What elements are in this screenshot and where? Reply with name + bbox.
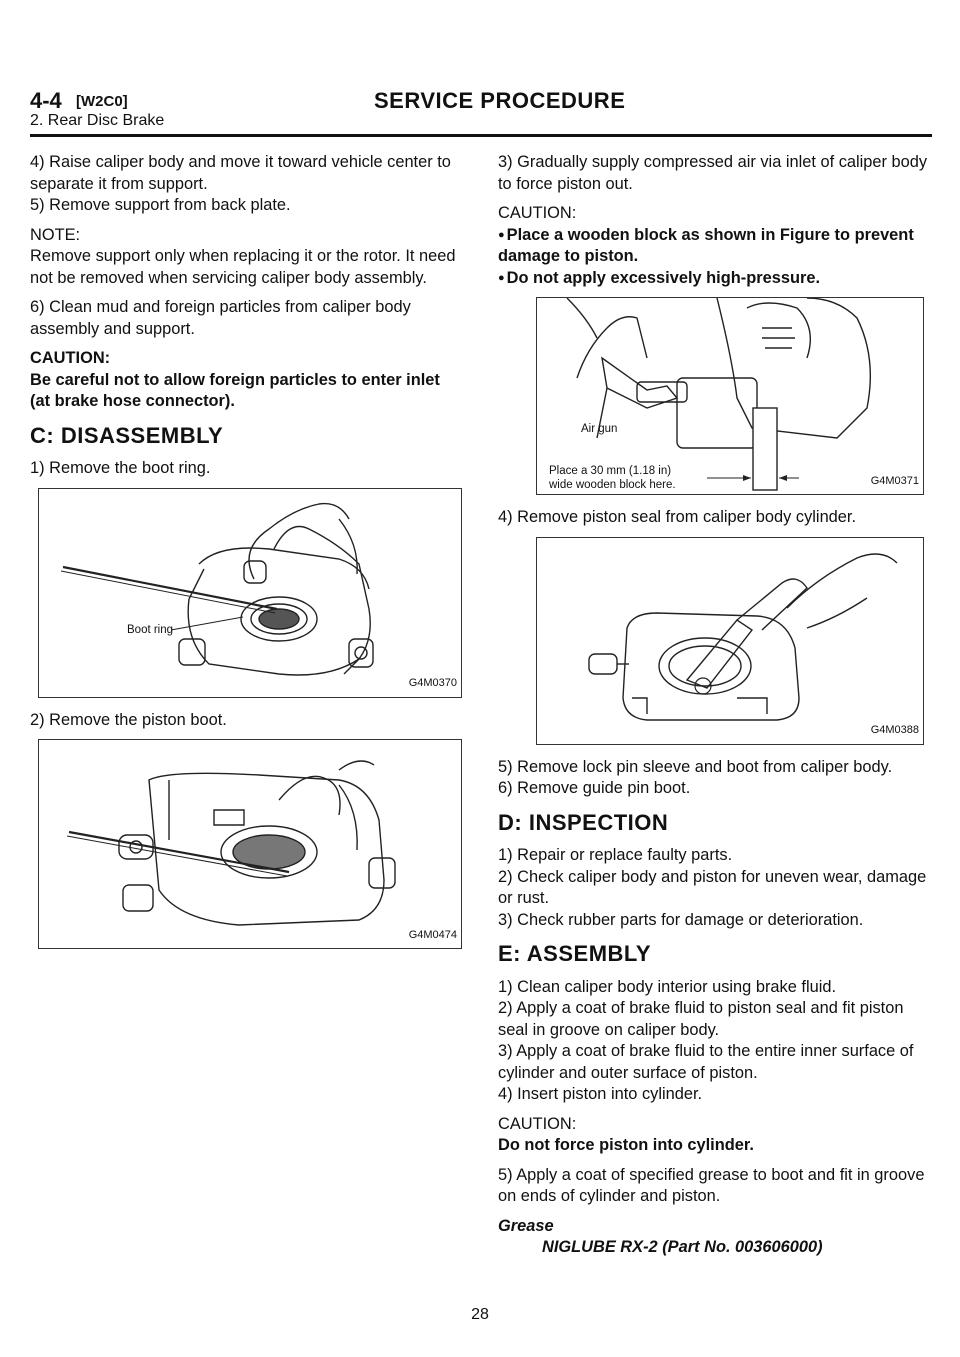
figure-boot-ring: [38, 488, 462, 698]
section-heading-assembly: E: ASSEMBLY: [498, 941, 652, 966]
caution-text: Do not force piston into cylinder.: [498, 1136, 754, 1154]
figure-air-gun: [536, 297, 924, 495]
left-column: [30, 152, 462, 949]
step-text: 6) Remove guide pin boot.: [498, 779, 691, 797]
subsection-title: 2. Rear Disc Brake: [30, 112, 165, 129]
figure-piston-seal: [536, 537, 924, 745]
step-text: 3) Apply a coat of brake fluid to the entire inner surface of cylinder and outer surface of piston.: [498, 1042, 914, 1082]
caliper-boot-ring-illustration: [39, 489, 461, 697]
caliper-piston-boot-illustration: [39, 740, 461, 948]
page-number: 28: [471, 1306, 489, 1323]
grease-value: NIGLUBE RX-2 (Part No. 003606000): [542, 1238, 823, 1256]
label-boot-ring: Boot ring: [127, 623, 174, 636]
step-text: 5) Apply a coat of specified grease to boot and fit in groove on ends of cylinder and piston.: [498, 1165, 925, 1205]
page-title: SERVICE PROCEDURE: [374, 88, 626, 113]
right-column: [498, 152, 930, 1259]
step-text: 5) Remove support from back plate.: [30, 196, 291, 214]
step-text: 4) Remove piston seal from caliper body cylinder.: [498, 508, 857, 526]
section-heading-inspection: D: INSPECTION: [498, 809, 669, 835]
note-label: NOTE:: [30, 225, 81, 244]
figure-code: G4M0371: [870, 474, 919, 487]
step-text: 4) Raise caliper body and move it toward vehicle center to separate it from support.: [30, 153, 451, 193]
grease-label: Grease: [498, 1216, 554, 1235]
step-text: 3) Check rubber parts for damage or deterioration.: [498, 910, 864, 929]
step-text: 5) Remove lock pin sleeve and boot from caliper body.: [498, 757, 893, 776]
caution-text: Be careful not to allow foreign particles to enter inlet (at brake hose connector).: [30, 370, 440, 410]
label-wooden-block-line2: wide wooden block here.: [549, 479, 676, 491]
step-text: 3) Gradually supply compressed air via inlet of caliper body to force piston out.: [498, 153, 928, 193]
step-text: 2) Remove the piston boot.: [30, 710, 227, 729]
label-air-gun: Air gun: [581, 423, 618, 435]
caution-label: CAUTION:: [30, 349, 111, 367]
caution-label: CAUTION:: [498, 1114, 577, 1133]
label-wooden-block-line1: Place a 30 mm (1.18 in): [549, 465, 672, 477]
step-text: 6) Clean mud and foreign particles from caliper body assembly and support.: [30, 298, 411, 338]
page-header: [30, 88, 932, 129]
caution-label: CAUTION:: [498, 204, 577, 222]
step-text: 2) Apply a coat of brake fluid to piston seal and fit piston seal in groove on caliper body.: [498, 999, 904, 1039]
figure-piston-boot: [38, 739, 462, 949]
figure-code: G4M0388: [870, 724, 919, 736]
section-number: 4-4: [30, 88, 62, 113]
section-code: [W2C0]: [76, 93, 128, 110]
step-text: 1) Clean caliper body interior using brake fluid.: [498, 977, 837, 996]
caution-bullet: ● Do not apply excessively high-pressure.: [498, 268, 930, 290]
caution-bullet: ● Place a wooden block as shown in Figure to prevent damage to piston.: [498, 225, 930, 268]
section-heading-disassembly: C: DISASSEMBLY: [30, 422, 224, 448]
step-text: 2) Check caliper body and piston for uneven wear, damage or rust.: [498, 867, 927, 907]
figure-code: G4M0474: [408, 928, 457, 941]
step-text: 1) Repair or replace faulty parts.: [498, 846, 733, 864]
step-text: 4) Insert piston into cylinder.: [498, 1085, 703, 1103]
header-rule: [30, 134, 932, 137]
piston-seal-illustration: [537, 538, 923, 744]
step-text: 1) Remove the boot ring.: [30, 459, 211, 477]
note-text: Remove support only when replacing it or the rotor. It need not be removed when servicing caliper body assembly.: [30, 247, 456, 287]
figure-code: G4M0370: [408, 677, 457, 689]
